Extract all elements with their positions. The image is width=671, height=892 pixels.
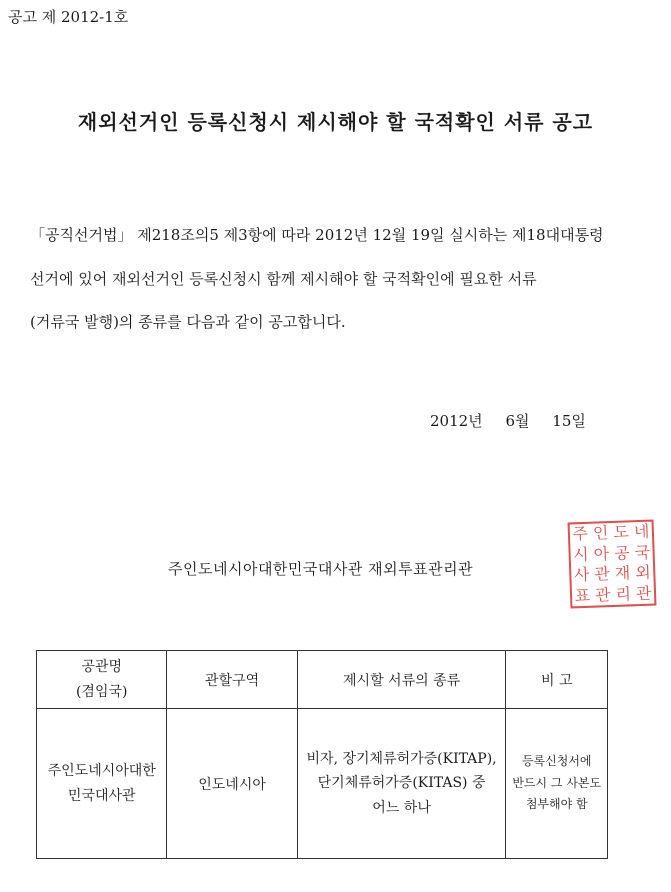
notice-number: 공고 제 2012-1호	[8, 8, 129, 26]
seal-char: 공	[613, 543, 630, 563]
seal-char: 네	[633, 521, 650, 542]
seal-char: 재	[614, 563, 631, 584]
header-mission-line: 공관명	[81, 659, 123, 675]
notice-date	[430, 410, 586, 431]
remarks-line: 반드시 그 사본도	[512, 775, 602, 790]
seal-char: 국	[634, 542, 651, 562]
header-mission-line: (겸임국)	[75, 683, 128, 700]
seal-char: 아	[593, 543, 610, 564]
date-day: 15일	[552, 412, 586, 430]
table-header-row	[37, 651, 608, 709]
header-jurisdiction: 관할구역	[167, 651, 297, 709]
seal-char: 주	[572, 524, 589, 544]
official-seal-stamp	[568, 520, 657, 609]
seal-char: 리	[615, 584, 632, 604]
seal-char: 외	[635, 562, 652, 583]
documents-table	[36, 650, 608, 859]
issuer-name: 주인도네시아대한민국대사관 재외투표관리관	[168, 560, 474, 578]
date-month: 6월	[505, 412, 530, 430]
documents-line: 단기체류허가증(KITAS) 중	[317, 775, 486, 792]
seal-char: 사	[573, 565, 590, 585]
mission-line: 민국대사관	[67, 787, 136, 804]
table-row	[37, 709, 608, 859]
remarks-line: 등록신청서에	[521, 754, 592, 769]
seal-char: 시	[572, 544, 589, 565]
cell-remarks	[506, 709, 608, 859]
seal-char: 인	[592, 523, 609, 543]
document-title: 재외선거인 등록신청시 제시해야 할 국적확인 서류 공고	[77, 110, 594, 134]
header-documents: 제시할 서류의 종류	[297, 651, 506, 709]
mission-line: 주인도네시아대한	[47, 763, 156, 779]
seal-char: 도	[613, 522, 630, 543]
seal-char: 관	[594, 564, 611, 584]
documents-line: 비자, 장기체류허가증(KITAP),	[306, 750, 497, 767]
header-mission	[37, 651, 167, 709]
seal-char: 표	[574, 585, 591, 606]
seal-char: 관	[635, 583, 652, 603]
seal-char: 관	[594, 584, 611, 605]
notice-body	[30, 214, 630, 345]
header-remarks: 비 고	[506, 651, 608, 709]
remarks-line: 첨부해야 함	[525, 797, 588, 812]
body-line: 선거에 있어 재외선거인 등록신청시 함께 제시해야 할 국적확인에 필요한 서류	[30, 269, 537, 288]
cell-jurisdiction: 인도네시아	[167, 709, 297, 859]
date-year: 2012년	[430, 412, 483, 430]
body-line: (거류국 발행)의 종류를 다음과 같이 공고합니다.	[30, 313, 346, 331]
cell-mission	[37, 709, 167, 859]
body-line: 「공직선거법」 제218조의5 제3항에 따라 2012년 12월 19일 실시하는 제18대대통령	[30, 226, 604, 244]
cell-documents	[297, 709, 506, 859]
documents-line: 어느 하나	[372, 799, 431, 816]
